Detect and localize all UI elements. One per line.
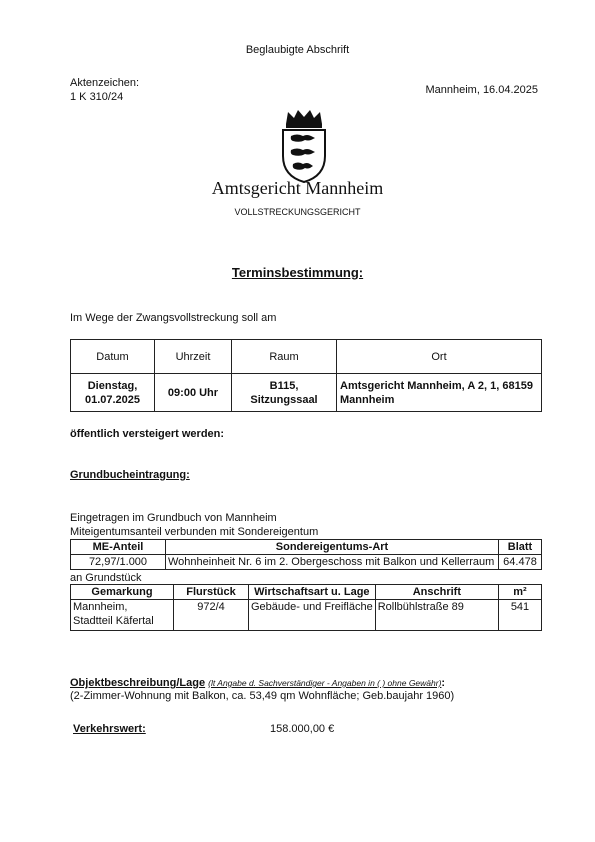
table-header-row bbox=[71, 540, 542, 555]
header-datum: Datum bbox=[71, 340, 155, 374]
table-row bbox=[71, 600, 542, 631]
gemarkung-line-1: Mannheim, bbox=[73, 601, 128, 613]
cell-uhrzeit: 09:00 Uhr bbox=[155, 374, 232, 412]
auction-note: öffentlich versteigert werden: bbox=[70, 428, 225, 440]
parcel-table bbox=[70, 584, 542, 631]
document-header-title: Beglaubigte Abschrift bbox=[245, 44, 350, 56]
land-register-line-2: Miteigentumsanteil verbunden mit Sondereigentum bbox=[70, 526, 319, 538]
intro-text: Im Wege der Zwangsvollstreckung soll am bbox=[70, 312, 277, 324]
cell-anschrift: Rollbühlstraße 89 bbox=[375, 600, 498, 631]
ort-line-1: Amtsgericht Mannheim, A 2, 1, 68159 bbox=[340, 379, 533, 392]
header-raum: Raum bbox=[232, 340, 337, 374]
an-grundstueck-label: an Grundstück bbox=[70, 572, 142, 584]
court-department: VOLLSTRECKUNGSGERICHT bbox=[234, 207, 361, 217]
header-ort: Ort bbox=[337, 340, 542, 374]
ort-line-2: Mannheim bbox=[340, 393, 395, 406]
header-gemarkung: Gemarkung bbox=[71, 585, 174, 600]
table-row bbox=[71, 374, 542, 412]
appointment-table bbox=[70, 339, 542, 412]
header-blatt: Blatt bbox=[499, 540, 542, 555]
datum-date: 01.07.2025 bbox=[84, 393, 141, 406]
header-qm: m² bbox=[499, 585, 542, 600]
cell-sondereigentum: Wohnheinheit Nr. 6 im 2. Obergeschoss mit Balkon und Kellerraum bbox=[166, 555, 499, 570]
cell-blatt: 64.478 bbox=[499, 555, 542, 570]
cell-raum bbox=[232, 374, 337, 412]
cell-datum bbox=[71, 374, 155, 412]
file-reference-label: Aktenzeichen: bbox=[70, 77, 140, 89]
document-title: Terminsbestimmung: bbox=[231, 265, 364, 280]
court-name: Amtsgericht Mannheim bbox=[211, 178, 384, 198]
header-anschrift: Anschrift bbox=[375, 585, 498, 600]
object-description-label: Objektbeschreibung/Lage bbox=[70, 677, 206, 689]
cell-me-anteil: 72,97/1.000 bbox=[71, 555, 166, 570]
file-reference bbox=[70, 76, 139, 104]
land-register-heading: Grundbucheintragung: bbox=[70, 469, 190, 481]
coat-of-arms-icon bbox=[276, 108, 332, 184]
table-header-row bbox=[71, 340, 542, 374]
raum-name: Sitzungssaal bbox=[250, 393, 318, 406]
header-flurstueck: Flurstück bbox=[174, 585, 249, 600]
object-description-colon: : bbox=[441, 677, 446, 689]
raum-number: B115, bbox=[269, 379, 299, 392]
datum-weekday: Dienstag, bbox=[87, 379, 138, 392]
object-description-heading bbox=[70, 677, 445, 689]
cell-ort bbox=[337, 374, 542, 412]
object-description-note: (lt Angabe d. Sachverständiger - Angaben in ( ) ohne Gewähr) bbox=[208, 678, 442, 688]
header-uhrzeit: Uhrzeit bbox=[155, 340, 232, 374]
cell-gemarkung bbox=[71, 600, 174, 631]
table-row bbox=[71, 555, 542, 570]
table-header-row bbox=[71, 585, 542, 600]
header-sondereigentum: Sondereigentums-Art bbox=[166, 540, 499, 555]
header-wirtschaftsart: Wirtschaftsart u. Lage bbox=[249, 585, 376, 600]
gemarkung-line-2: Stadtteil Käfertal bbox=[73, 615, 154, 627]
cell-wirtschaftsart: Gebäude- und Freifläche bbox=[249, 600, 376, 631]
cell-flurstueck: 972/4 bbox=[174, 600, 249, 631]
header-me-anteil: ME-Anteil bbox=[71, 540, 166, 555]
market-value-amount: 158.000,00 € bbox=[270, 723, 335, 735]
file-reference-number: 1 K 310/24 bbox=[70, 91, 124, 103]
co-ownership-table bbox=[70, 539, 542, 570]
market-value-label: Verkehrswert: bbox=[73, 723, 146, 735]
cell-qm: 541 bbox=[499, 600, 542, 631]
land-register-line-1: Eingetragen im Grundbuch von Mannheim bbox=[70, 512, 277, 524]
place-date: Mannheim, 16.04.2025 bbox=[425, 84, 538, 96]
object-description-text: (2-Zimmer-Wohnung mit Balkon, ca. 53,49 qm Wohnfläche; Geb.baujahr 1960) bbox=[70, 690, 455, 702]
